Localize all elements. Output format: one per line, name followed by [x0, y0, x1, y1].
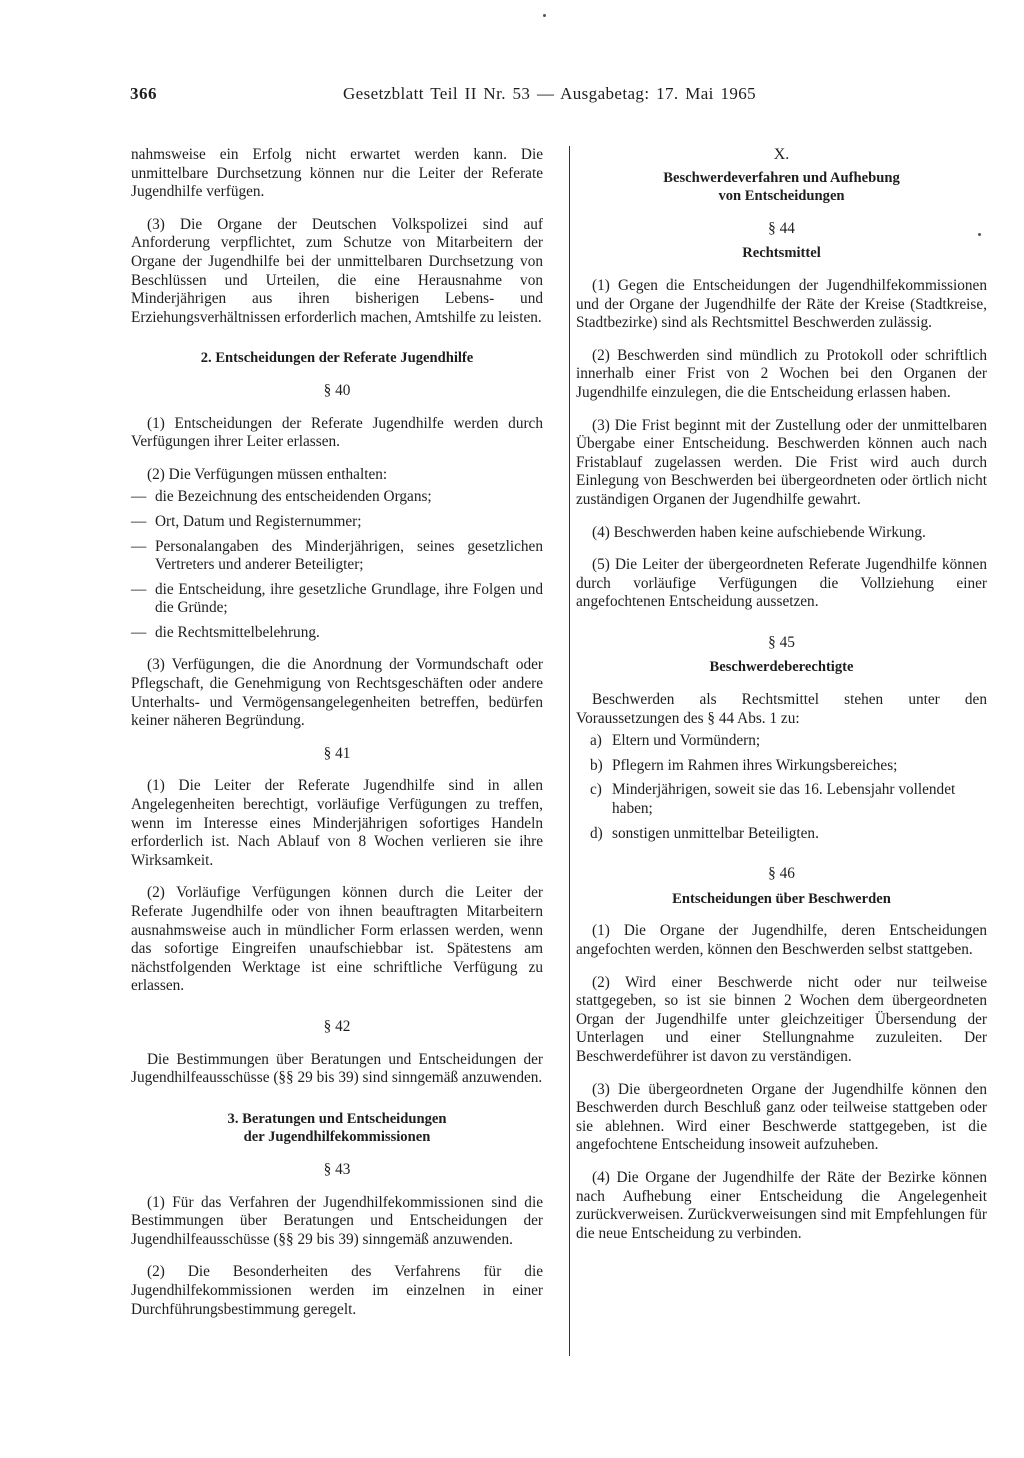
section-title: Rechtsmittel [742, 245, 821, 262]
left-column [131, 146, 543, 1319]
list-item-text: die Entscheidung, ihre gesetzliche Grundlage, ihre Folgen und die Gründe; [155, 580, 543, 617]
paragraph: (2) Beschwerden sind mündlich zu Protokoll oder schriftlich innerhalb einer Frist von 2 Wochen bei den Organen der Jugendhilfe einzulegen, die die Entscheidung erlassen haben. [576, 346, 987, 401]
dash-mark: — [131, 488, 147, 506]
list-item-text: Personalangaben des Minderjährigen, seines gesetzlichen Vertreters und anderer Beteiligter; [155, 537, 543, 574]
paragraph: (1) Für das Verfahren der Jugendhilfekommissionen sind die Bestimmungen über Beratungen und Entscheidungen der Jugendhilfeausschüsse (§§ 29 bis 39) sinngemäß anzuwenden. [131, 1193, 543, 1248]
paragraph: nahmsweise ein Erfolg nicht erwartet werden kann. Die unmittelbare Durchsetzung können nur die Leiter der Referate Jugendhilfe verfügen. [131, 146, 543, 201]
chapter-number: X. [773, 146, 790, 163]
section-number: § 45 [768, 633, 795, 651]
paragraph: (3) Die übergeordneten Organe der Jugendhilfe können den Beschwerden durch Beschluß ganz oder teilweise stattgeben oder sie ablehnen. Wird einer Beschwerde stattgegeben, ist die angefochtene Entscheidung insoweit aufzuheben. [576, 1080, 987, 1154]
list-item [576, 757, 987, 776]
list-item-text: sonstigen unmittelbar Beteiligten. [612, 824, 819, 842]
page-number: 366 [130, 84, 157, 103]
section-heading: der Jugendhilfekommissionen [243, 1129, 431, 1146]
dash-mark: — [131, 580, 147, 598]
list-marker: d) [590, 824, 603, 842]
list-item [131, 488, 543, 507]
paragraph: (1) Entscheidungen der Referate Jugendhilfe werden durch Verfügungen ihrer Leiter erlassen. [131, 414, 543, 451]
right-column [576, 146, 987, 1243]
section-number: § 42 [323, 1017, 351, 1035]
paragraph: (2) Die Verfügungen müssen enthalten: [147, 465, 388, 483]
paragraph: (1) Die Organe der Jugendhilfe, deren Entscheidungen angefochten werden, können den Beschwerden selbst stattgeben. [576, 922, 987, 958]
section-number: § 46 [768, 865, 795, 883]
list-marker: b) [590, 756, 603, 774]
list-item [131, 513, 543, 532]
dash-mark: — [131, 537, 147, 555]
scan-speck [978, 233, 981, 236]
section-heading: 3. Beratungen und Entscheidungen [227, 1110, 447, 1127]
paragraph: (3) Verfügungen, die die Anordnung der Vormundschaft oder Pflegschaft, die Genehmigung von Rechtsgeschäften oder andere Unterhalts- und Vermögensangelegenheiten betreffen, bedürfen keiner näheren Begründung. [131, 656, 543, 730]
section-heading: 2. Entscheidungen der Referate Jugendhilfe [200, 350, 474, 367]
list-item [576, 825, 987, 844]
dash-mark: — [131, 512, 147, 530]
list-item [131, 581, 543, 618]
paragraph: (1) Gegen die Entscheidungen der Jugendhilfekommissionen und der Organe der Jugendhilfe der Räte der Kreise (Stadtkreise, Stadtbezirke) sind als Rechtsmittel Beschwerden zulässig. [576, 276, 987, 332]
paragraph: (2) Wird einer Beschwerde nicht oder nur teilweise stattgegeben, so ist sie binnen 2 Wochen dem übergeordneten Organ der Jugendhilfe unter gleichzeitiger Übersendung der Unterlagen und einer Stellungnahme zuzuleiten. Der Beschwerdeführer ist davon zu verständigen. [576, 973, 987, 1065]
paragraph: (5) Die Leiter der übergeordneten Referate Jugendhilfe können durch vorläufige Verfügungen die Vollziehung einer angefochtenen Entscheidung aussetzen. [576, 556, 987, 611]
list-item [576, 732, 987, 751]
section-number: § 44 [768, 219, 795, 237]
list-item-text: Ort, Datum und Registernummer; [155, 512, 362, 530]
scan-speck [543, 14, 546, 17]
paragraph: (2) Vorläufige Verfügungen können durch die Leiter der Referate Jugendhilfe oder von ihnen beauftragten Mitarbeitern ausnahmsweise auch in mündlicher Form erlassen werden, wenn das sofortige Eingreifen unaufschiebbar ist. Spätestens am nächstfolgenden Werktage ist eine schriftliche Verfügung zu erlassen. [131, 884, 543, 995]
list-item-text: Pflegern im Rahmen ihres Wirkungsbereiches; [612, 756, 898, 774]
list-item [131, 538, 543, 575]
list-item-text: die Bezeichnung des entscheidenden Organs; [155, 488, 432, 506]
paragraph: Die Bestimmungen über Beratungen und Entscheidungen der Jugendhilfeausschüsse (§§ 29 bis 39) sind sinngemäß anzuwenden. [131, 1050, 543, 1087]
chapter-heading: Beschwerdeverfahren und Aufhebung [663, 169, 900, 186]
list-item-text: Eltern und Vormündern; [612, 732, 761, 750]
list-item [576, 781, 987, 818]
list-item [131, 624, 543, 643]
paragraph: (2) Die Besonderheiten des Verfahrens für die Jugendhilfekommissionen werden im einzelnen in einer Durchführungsbestimmung geregelt. [131, 1263, 543, 1318]
paragraph: (1) Die Leiter der Referate Jugendhilfe sind in allen Angelegenheiten berechtigt, vorläufige Verfügungen zu treffen, wenn im Interesse eines Minderjährigen sofortiges Handeln erforderlich ist. Nach Ablauf von 8 Wochen verlieren sie ihre Wirksamkeit. [131, 777, 543, 869]
list-item-text: die Rechtsmittelbelehrung. [155, 623, 320, 641]
gazette-title: Gesetzblatt Teil II Nr. 53 — Ausgabetag: 17. Mai 1965 [343, 84, 757, 103]
page-header [0, 84, 1024, 112]
section-number: § 40 [323, 381, 351, 399]
paragraph: (4) Beschwerden haben keine aufschiebende Wirkung. [592, 523, 926, 541]
section-number: § 41 [323, 744, 351, 762]
list-marker: a) [590, 732, 602, 750]
list-marker: c) [590, 781, 602, 799]
section-title: Entscheidungen über Beschwerden [672, 890, 891, 907]
dash-mark: — [131, 623, 147, 641]
section-number: § 43 [323, 1160, 351, 1178]
paragraph: Beschwerden als Rechtsmittel stehen unter den Voraussetzungen des § 44 Abs. 1 zu: [576, 691, 987, 727]
list-item-text: Minderjährigen, soweit sie das 16. Lebensjahr vollendet haben; [612, 781, 956, 818]
section-title: Beschwerdeberechtigte [709, 659, 854, 676]
paragraph: (4) Die Organe der Jugendhilfe der Räte der Bezirke können nach Aufhebung einer Entscheidung die Angelegenheit zurückverweisen. Zurückverweisungen sind mit Empfehlungen für die neue Entscheidung zu verbinden. [576, 1168, 987, 1242]
column-divider [569, 146, 570, 1356]
paragraph: (3) Die Frist beginnt mit der Zustellung oder der unmittelbaren Übergabe einer Entscheidung. Beschwerden können auch nach Fristablauf zugelassen werden. Die Frist wird auch durch Einlegung von Beschwerden bei übergeordneten oder örtlich nicht zuständigen Organen der Jugendhilfe gewahrt. [576, 416, 987, 508]
paragraph: (3) Die Organe der Deutschen Volkspolizei sind auf Anforderung verpflichtet, zum Schutze von Mitarbeitern der Organe der Jugendhilfe bei der unmittelbaren Durchsetzung von Beschlüssen und Urteilen, die eine Herausnahme von Minderjährigen aus ihren bisherigen Lebens- und Erziehungsverhältnissen erforderlich machen, Amtshilfe zu leisten. [131, 215, 543, 326]
chapter-heading: von Entscheidungen [718, 188, 845, 205]
